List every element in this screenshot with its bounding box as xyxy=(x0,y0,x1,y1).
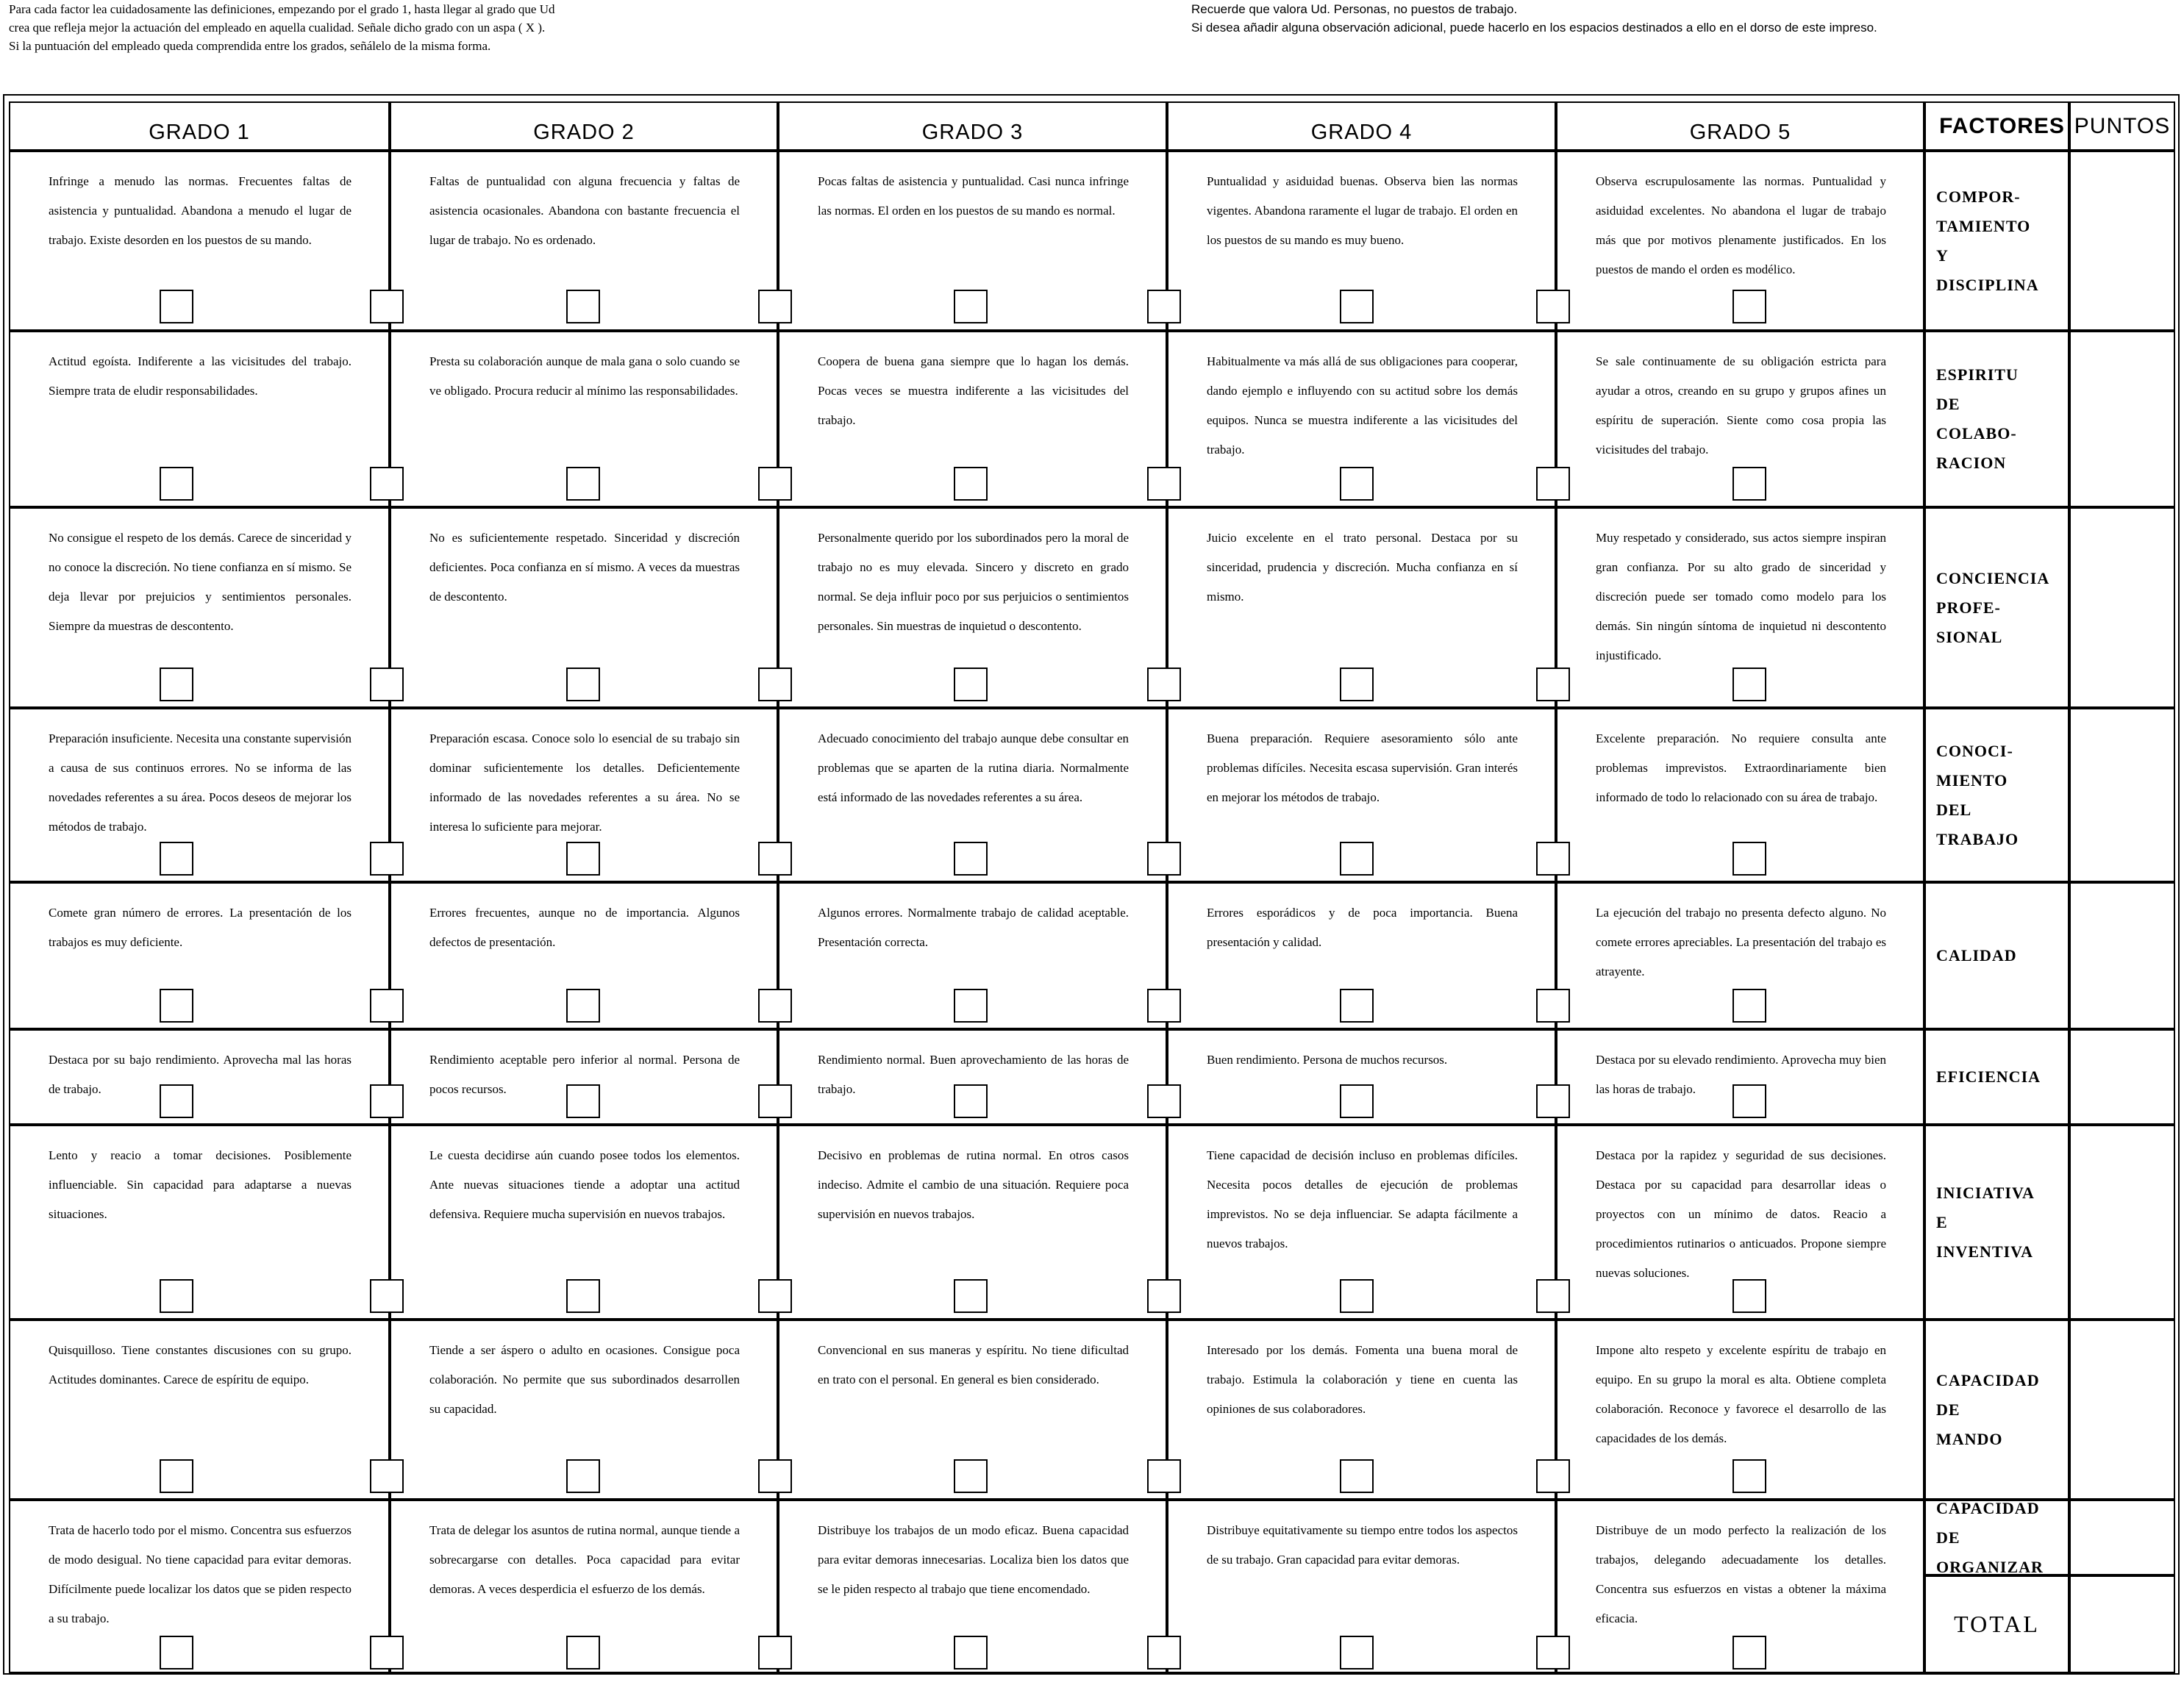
factor-line: INICIATIVA xyxy=(1936,1183,2035,1202)
grade-checkbox[interactable] xyxy=(370,1459,404,1493)
factor-label xyxy=(1924,507,2069,708)
factor-line: EFICIENCIA xyxy=(1936,1067,2041,1086)
grade-checkbox[interactable] xyxy=(1732,1636,1766,1670)
grade-checkbox[interactable] xyxy=(758,668,792,701)
grade-description: Excelente preparación. No requiere consulta ante problemas imprevistos. Extraordinariamente bien informado de todo lo relacionado con su área de trabajo. xyxy=(1556,708,1924,882)
grade-description: Infringe a menudo las normas. Frecuentes faltas de asistencia y puntualidad. Abandona a menudo el lugar de trabajo. Existe desorden en los puestos de su mando. xyxy=(9,151,390,331)
factor-line: PROFE- xyxy=(1936,598,2001,617)
factor-line: COMPOR- xyxy=(1936,187,2021,206)
grade-checkbox[interactable] xyxy=(566,290,600,323)
puntos-cell[interactable] xyxy=(2069,882,2175,1029)
grade-checkbox[interactable] xyxy=(1147,842,1181,876)
grade-description: Convencional en sus maneras y espíritu. No tiene dificultad en trato con el personal. En general es bien considerado. xyxy=(778,1320,1167,1500)
grade-checkbox[interactable] xyxy=(1147,668,1181,701)
factor-line: DISCIPLINA xyxy=(1936,275,2039,294)
grade-checkbox[interactable] xyxy=(758,1084,792,1118)
instruction-line: Para cada factor lea cuidadosamente las definiciones, empezando por el grado 1, hasta llegar al grado que Ud xyxy=(9,2,555,16)
grade-description: Preparación insuficiente. Necesita una constante supervisión a causa de sus continuos errores. No se informa de las novedades referentes a su área. Pocos deseos de mejorar los métodos de trabajo. xyxy=(9,708,390,882)
grade-checkbox[interactable] xyxy=(1732,989,1766,1023)
grade-checkbox[interactable] xyxy=(1732,668,1766,701)
grade-description: Pocas faltas de asistencia y puntualidad. Casi nunca infringe las normas. El orden en los puestos de su mando es normal. xyxy=(778,151,1167,331)
grade-description: Presta su colaboración aunque de mala gana o solo cuando se ve obligado. Procura reducir al mínimo las responsabilidades. xyxy=(390,331,778,507)
grade-checkbox[interactable] xyxy=(954,1459,988,1493)
factor-line: Y xyxy=(1936,246,1949,265)
grade-checkbox[interactable] xyxy=(566,668,600,701)
factor-line: TAMIENTO xyxy=(1936,216,2031,235)
grade-description: Faltas de puntualidad con alguna frecuencia y faltas de asistencia ocasionales. Abandona con bastante frecuencia el lugar de trabajo. No es ordenado. xyxy=(390,151,778,331)
total-value-cell[interactable] xyxy=(2069,1575,2175,1673)
grade-checkbox[interactable] xyxy=(758,842,792,876)
grade-checkbox[interactable] xyxy=(758,467,792,501)
grade-description: Tiene capacidad de decisión incluso en problemas difíciles. Necesita pocos detalles de ejecución de problemas imprevistos. No se deja influenciar. Se adapta fácilmente a nuevos trabajos. xyxy=(1167,1125,1556,1320)
grade-checkbox[interactable] xyxy=(1536,989,1570,1023)
factor-line: COLABO- xyxy=(1936,424,2017,443)
grade-description: Puntualidad y asiduidad buenas. Observa bien las normas vigentes. Abandona raramente el lugar de trabajo. El orden en los puestos de su mando es muy bueno. xyxy=(1167,151,1556,331)
grade-checkbox[interactable] xyxy=(1340,290,1374,323)
factor-label xyxy=(1924,1500,2069,1575)
factor-line: DEL xyxy=(1936,800,1972,819)
puntos-header: PUNTOS xyxy=(2069,101,2175,151)
grade-description: Tiende a ser áspero o adulto en ocasiones. Consigue poca colaboración. No permite que sus subordinados desarrollen su capacidad. xyxy=(390,1320,778,1500)
grade-checkbox[interactable] xyxy=(1147,1636,1181,1670)
grade-checkbox[interactable] xyxy=(758,1279,792,1313)
factor-line: E xyxy=(1936,1212,1948,1231)
grade-checkbox[interactable] xyxy=(1147,1084,1181,1118)
grade-description: Le cuesta decidirse aún cuando posee todos los elementos. Ante nuevas situaciones tiende a adoptar una actitud defensiva. Requiere mucha supervisión en nuevos trabajos. xyxy=(390,1125,778,1320)
grade-checkbox[interactable] xyxy=(1732,290,1766,323)
grade-checkbox[interactable] xyxy=(1732,1459,1766,1493)
grade-description: Errores esporádicos y de poca importancia. Buena presentación y calidad. xyxy=(1167,882,1556,1029)
grade-checkbox[interactable] xyxy=(954,1636,988,1670)
grade-checkbox[interactable] xyxy=(1147,290,1181,323)
grade-checkbox[interactable] xyxy=(566,1636,600,1670)
puntos-cell[interactable] xyxy=(2069,1125,2175,1320)
grade-description: Buena preparación. Requiere asesoramiento sólo ante problemas difíciles. Necesita escasa supervisión. Gran interés en mejorar los métodos de trabajo. xyxy=(1167,708,1556,882)
grade-checkbox[interactable] xyxy=(1340,1279,1374,1313)
grade-checkbox[interactable] xyxy=(160,842,193,876)
grade-description: Destaca por su elevado rendimiento. Aprovecha muy bien las horas de trabajo. xyxy=(1556,1029,1924,1125)
grade-checkbox[interactable] xyxy=(160,668,193,701)
grade-checkbox[interactable] xyxy=(954,1279,988,1313)
grade-checkbox[interactable] xyxy=(160,1279,193,1313)
factores-header: FACTORES xyxy=(1924,101,2069,151)
grade-checkbox[interactable] xyxy=(370,1279,404,1313)
grade-checkbox[interactable] xyxy=(1536,1084,1570,1118)
grade-description: Actitud egoísta. Indiferente a las vicisitudes del trabajo. Siempre trata de eludir responsabilidades. xyxy=(9,331,390,507)
puntos-cell[interactable] xyxy=(2069,151,2175,331)
factor-line: RACION xyxy=(1936,454,2007,472)
factor-label xyxy=(1924,1125,2069,1320)
factor-line: CONCIENCIA xyxy=(1936,568,2050,587)
instructions-right xyxy=(1191,0,1877,37)
factor-label xyxy=(1924,1029,2069,1125)
grade-description: Errores frecuentes, aunque no de importancia. Algunos defectos de presentación. xyxy=(390,882,778,1029)
grade-checkbox[interactable] xyxy=(566,1084,600,1118)
grade-checkbox[interactable] xyxy=(1340,842,1374,876)
grade-description: Trata de hacerlo todo por el mismo. Concentra sus esfuerzos de modo desigual. No tiene capacidad para evitar demoras. Difícilmente puede localizar los datos que se piden respecto a su trabajo. xyxy=(9,1500,390,1673)
factor-line: CALIDAD xyxy=(1936,946,2017,965)
grade-checkbox[interactable] xyxy=(370,467,404,501)
instruction-line: Si la puntuación del empleado queda comprendida entre los grados, señálelo de la misma forma. xyxy=(9,39,491,53)
factor-line: DE xyxy=(1936,1528,1960,1547)
factor-line: ORGANIZAR xyxy=(1936,1557,2044,1575)
factor-label xyxy=(1924,708,2069,882)
grade-checkbox[interactable] xyxy=(758,989,792,1023)
grade-description: Habitualmente va más allá de sus obligaciones para cooperar, dando ejemplo e influyendo con su actitud sobre los demás equipos. Nunca se muestra indiferente a las vicisitudes del trabajo. xyxy=(1167,331,1556,507)
puntos-cell[interactable] xyxy=(2069,507,2175,708)
grade-description: La ejecución del trabajo no presenta defecto alguno. No comete errores apreciables. La presentación del trabajo es atrayente. xyxy=(1556,882,1924,1029)
grade-checkbox[interactable] xyxy=(1340,467,1374,501)
grade-checkbox[interactable] xyxy=(566,1279,600,1313)
grade-description: Trata de delegar los asuntos de rutina normal, aunque tiende a sobrecargarse con detalles. Poca capacidad para evitar demoras. A veces desperdicia el esfuerzo de los demás. xyxy=(390,1500,778,1673)
grade-description: Distribuye los trabajos de un modo eficaz. Buena capacidad para evitar demoras innecesarias. Localiza bien los datos que se le piden respecto al trabajo que tiene encomendado. xyxy=(778,1500,1167,1673)
grade-description: Distribuye de un modo perfecto la realización de los trabajos, delegando adecuadamente los detalles. Concentra sus esfuerzos en vistas a obtener la máxima eficacia. xyxy=(1556,1500,1924,1673)
grado-header: GRADO 5 xyxy=(1556,101,1924,151)
grade-description: Buen rendimiento. Persona de muchos recursos. xyxy=(1167,1029,1556,1125)
grade-description: Adecuado conocimiento del trabajo aunque debe consultar en problemas que se aparten de la rutina diaria. Normalmente está informado de las novedades referentes a su área. xyxy=(778,708,1167,882)
grade-checkbox[interactable] xyxy=(1732,1084,1766,1118)
grade-checkbox[interactable] xyxy=(758,1636,792,1670)
grade-description: Destaca por su bajo rendimiento. Aprovecha mal las horas de trabajo. xyxy=(9,1029,390,1125)
factor-label xyxy=(1924,331,2069,507)
grade-checkbox[interactable] xyxy=(370,842,404,876)
grade-checkbox[interactable] xyxy=(1536,467,1570,501)
grade-checkbox[interactable] xyxy=(1536,1636,1570,1670)
puntos-cell[interactable] xyxy=(2069,1500,2175,1575)
grade-description: No consigue el respeto de los demás. Carece de sinceridad y no conoce la discreción. No tiene confianza en sí mismo. Se deja llevar por prejuicios y sentimientos personales. Siempre da muestras de descontento. xyxy=(9,507,390,708)
instructions-left xyxy=(9,0,555,55)
grade-description: Quisquilloso. Tiene constantes discusiones con su grupo. Actitudes dominantes. Carece de espíritu de equipo. xyxy=(9,1320,390,1500)
factor-line: MANDO xyxy=(1936,1429,2003,1448)
grade-checkbox[interactable] xyxy=(954,1084,988,1118)
grade-description: Personalmente querido por los subordinados pero la moral de trabajo no es muy elevada. Sincero y discreto en grado normal. Se deja influir poco por sus perjuicios o sentimientos personales. Sin muestras de inquietud o descontento. xyxy=(778,507,1167,708)
grade-checkbox[interactable] xyxy=(370,989,404,1023)
factor-line: MIENTO xyxy=(1936,770,2008,790)
grade-description: Preparación escasa. Conoce solo lo esencial de su trabajo sin dominar suficientemente los detalles. Deficientemente informado de las novedades referentes a su área. No se interesa lo suficiente para mejorar. xyxy=(390,708,778,882)
factor-label xyxy=(1924,1320,2069,1500)
grade-checkbox[interactable] xyxy=(566,842,600,876)
grade-checkbox[interactable] xyxy=(370,668,404,701)
grade-description: Lento y reacio a tomar decisiones. Posiblemente influenciable. Sin capacidad para adaptarse a nuevas situaciones. xyxy=(9,1125,390,1320)
factor-line: SIONAL xyxy=(1936,627,2003,646)
grade-checkbox[interactable] xyxy=(1147,1279,1181,1313)
factor-label xyxy=(1924,151,2069,331)
factor-line: INVENTIVA xyxy=(1936,1242,2034,1261)
grade-checkbox[interactable] xyxy=(1340,1459,1374,1493)
grade-checkbox[interactable] xyxy=(370,1084,404,1118)
grado-header: GRADO 1 xyxy=(9,101,390,151)
grade-description: Coopera de buena gana siempre que lo hagan los demás. Pocas veces se muestra indiferente a las vicisitudes del trabajo. xyxy=(778,331,1167,507)
grade-checkbox[interactable] xyxy=(954,467,988,501)
grade-description: Muy respetado y considerado, sus actos siempre inspiran gran confianza. Por su alto grado de sinceridad y discreción puede ser tomado como modelo para los demás. Sin ningún síntoma de inquietud ni descontento injustificado. xyxy=(1556,507,1924,708)
grade-checkbox[interactable] xyxy=(160,1084,193,1118)
grade-description: Decisivo en problemas de rutina normal. En otros casos indeciso. Admite el cambio de una situación. Requiere poca supervisión en nuevos trabajos. xyxy=(778,1125,1167,1320)
grade-checkbox[interactable] xyxy=(370,290,404,323)
grade-checkbox[interactable] xyxy=(758,290,792,323)
grade-description: Comete gran número de errores. La presentación de los trabajos es muy deficiente. xyxy=(9,882,390,1029)
grade-checkbox[interactable] xyxy=(370,1636,404,1670)
factor-label xyxy=(1924,882,2069,1029)
grade-checkbox[interactable] xyxy=(1536,1459,1570,1493)
total-label: TOTAL xyxy=(1924,1575,2069,1673)
grado-header: GRADO 3 xyxy=(778,101,1167,151)
grade-checkbox[interactable] xyxy=(954,989,988,1023)
factor-line: TRABAJO xyxy=(1936,829,2019,848)
factor-line: CAPACIDAD xyxy=(1936,1370,2040,1389)
grado-header: GRADO 2 xyxy=(390,101,778,151)
grade-description: Rendimiento normal. Buen aprovechamiento de las horas de trabajo. xyxy=(778,1029,1167,1125)
grade-checkbox[interactable] xyxy=(1147,1459,1181,1493)
grade-checkbox[interactable] xyxy=(1147,467,1181,501)
grade-checkbox[interactable] xyxy=(1147,989,1181,1023)
factor-line: DE xyxy=(1936,395,1960,413)
grade-checkbox[interactable] xyxy=(566,989,600,1023)
grade-checkbox[interactable] xyxy=(1536,1279,1570,1313)
grade-checkbox[interactable] xyxy=(758,1459,792,1493)
grade-checkbox[interactable] xyxy=(160,1459,193,1493)
puntos-cell[interactable] xyxy=(2069,1320,2175,1500)
factor-line: DE xyxy=(1936,1400,1960,1419)
grade-checkbox[interactable] xyxy=(954,842,988,876)
grade-checkbox[interactable] xyxy=(1340,668,1374,701)
grade-checkbox[interactable] xyxy=(954,290,988,323)
grado-header: GRADO 4 xyxy=(1167,101,1556,151)
grade-checkbox[interactable] xyxy=(1536,668,1570,701)
puntos-cell[interactable] xyxy=(2069,1029,2175,1125)
grade-checkbox[interactable] xyxy=(566,467,600,501)
grade-checkbox[interactable] xyxy=(1732,1279,1766,1313)
grade-description: Observa escrupulosamente las normas. Puntualidad y asiduidad excelentes. No abandona el lugar de trabajo más que por motivos plenamente justificados. En los puestos de mando el orden es modélico. xyxy=(1556,151,1924,331)
grade-checkbox[interactable] xyxy=(1536,842,1570,876)
puntos-cell[interactable] xyxy=(2069,708,2175,882)
grade-checkbox[interactable] xyxy=(160,989,193,1023)
grade-description: Distribuye equitativamente su tiempo entre todos los aspectos de su trabajo. Gran capacidad para evitar demoras. xyxy=(1167,1500,1556,1673)
grade-checkbox[interactable] xyxy=(160,1636,193,1670)
grade-checkbox[interactable] xyxy=(1340,1636,1374,1670)
instruction-line: Si desea añadir alguna observación adicional, puede hacerlo en los espacios destinados a ello en el dorso de este impreso. xyxy=(1191,21,1877,35)
grade-checkbox[interactable] xyxy=(1732,467,1766,501)
grade-description: Algunos errores. Normalmente trabajo de calidad aceptable. Presentación correcta. xyxy=(778,882,1167,1029)
factor-line: ESPIRITU xyxy=(1936,365,2019,384)
grade-description: Impone alto respeto y excelente espíritu de trabajo en equipo. En su grupo la moral es alta. Obtiene completa colaboración. Reconoce y favorece el desarrollo de las capacidades de los demás. xyxy=(1556,1320,1924,1500)
instruction-line: Recuerde que valora Ud. Personas, no puestos de trabajo. xyxy=(1191,2,1518,16)
factor-line: CONOCI- xyxy=(1936,741,2013,760)
grade-checkbox[interactable] xyxy=(1536,290,1570,323)
instruction-line: crea que refleja mejor la actuación del empleado en aquella cualidad. Señale dicho grado con un aspa ( X ). xyxy=(9,21,546,35)
grade-description: Juicio excelente en el trato personal. Destaca por su sinceridad, prudencia y discreción. Mucha confianza en sí mismo. xyxy=(1167,507,1556,708)
factor-line: CAPACIDAD xyxy=(1936,1500,2040,1517)
grade-checkbox[interactable] xyxy=(1732,842,1766,876)
grade-description: No es suficientemente respetado. Sinceridad y discreción deficientes. Poca confianza en sí mismo. A veces da muestras de descontento. xyxy=(390,507,778,708)
grade-description: Rendimiento aceptable pero inferior al normal. Persona de pocos recursos. xyxy=(390,1029,778,1125)
puntos-cell[interactable] xyxy=(2069,331,2175,507)
grade-checkbox[interactable] xyxy=(160,467,193,501)
grade-description: Destaca por la rapidez y seguridad de sus decisiones. Destaca por su capacidad para desarrollar ideas o proyectos con un mínimo de datos. Reacio a procedimientos rutinarios o anticuados. Propone siempre nuevas soluciones. xyxy=(1556,1125,1924,1320)
grade-checkbox[interactable] xyxy=(1340,989,1374,1023)
grade-checkbox[interactable] xyxy=(566,1459,600,1493)
grade-description: Se sale continuamente de su obligación estricta para ayudar a otros, creando en su grupo y grupos afines un espíritu de superación. Siente como cosa propia las vicisitudes del trabajo. xyxy=(1556,331,1924,507)
grade-checkbox[interactable] xyxy=(1340,1084,1374,1118)
grade-checkbox[interactable] xyxy=(160,290,193,323)
grade-description: Interesado por los demás. Fomenta una buena moral de trabajo. Estimula la colaboración y tiene en cuenta las opiniones de sus colaboradores. xyxy=(1167,1320,1556,1500)
grade-checkbox[interactable] xyxy=(954,668,988,701)
